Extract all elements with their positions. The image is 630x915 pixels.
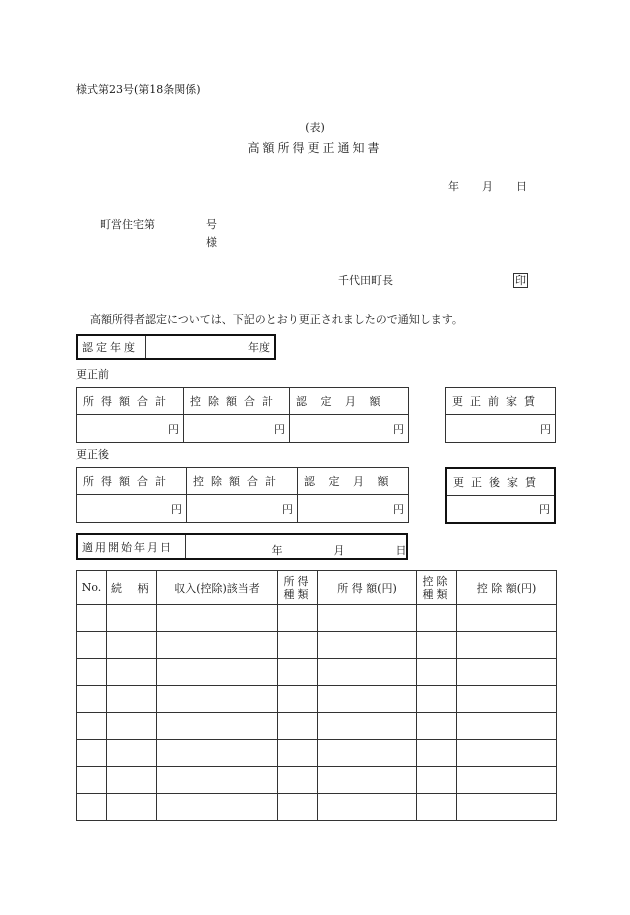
table-cell[interactable] [157, 767, 278, 794]
before-monthly-amount-yen: 円 [290, 415, 409, 443]
col-income-type-header [278, 571, 318, 605]
start-date-label: 適用開始年月日 [77, 534, 185, 559]
col-person-header: 収入(控除)該当者 [157, 571, 278, 605]
table-cell[interactable] [318, 632, 417, 659]
table-cell[interactable] [417, 740, 457, 767]
table-cell[interactable] [77, 767, 107, 794]
notice-text: 高額所得者認定については、下記のとおり更正されましたので通知します。 [90, 313, 463, 326]
table-row [77, 686, 557, 713]
after-section-label: 更正後 [76, 448, 109, 461]
deduction-type-line-1: 控除 [422, 574, 451, 588]
before-rent-header: 更正前家賃 [446, 388, 556, 415]
table-cell[interactable] [318, 659, 417, 686]
table-cell[interactable] [318, 686, 417, 713]
table-cell[interactable] [417, 767, 457, 794]
before-monthly-amount-header: 認 定 月 額 [290, 388, 409, 415]
table-cell[interactable] [107, 767, 157, 794]
table-cell[interactable] [157, 686, 278, 713]
table-cell[interactable] [77, 659, 107, 686]
start-date-year: 年 [271, 544, 283, 557]
table-cell[interactable] [107, 605, 157, 632]
col-income-amount-header: 所 得 額(円) [318, 571, 417, 605]
after-rent-table [445, 467, 556, 524]
honorific: 様 [206, 236, 217, 249]
table-cell[interactable] [278, 686, 318, 713]
after-monthly-amount-header: 認 定 月 額 [298, 468, 409, 495]
table-row [77, 659, 557, 686]
before-deduction-total-header: 控除額合計 [184, 388, 290, 415]
date-month: 月 [482, 180, 493, 193]
after-rent-header: 更正後家賃 [446, 468, 555, 495]
table-cell[interactable] [457, 686, 557, 713]
table-cell[interactable] [157, 605, 278, 632]
col-no-header: No. [77, 571, 107, 605]
fiscal-year-label: 認定年度 [77, 335, 145, 359]
col-relation-header: 続 柄 [107, 571, 157, 605]
table-cell[interactable] [417, 605, 457, 632]
after-amount-table [76, 467, 409, 523]
table-cell[interactable] [77, 632, 107, 659]
table-cell[interactable] [77, 794, 107, 821]
table-cell[interactable] [77, 605, 107, 632]
page-title: 高額所得更正通知書 [247, 141, 383, 155]
seal-mark: 印 [515, 274, 526, 287]
income-type-line-2: 種類 [283, 587, 312, 601]
table-cell[interactable] [107, 713, 157, 740]
table-cell[interactable] [77, 686, 107, 713]
table-cell[interactable] [417, 686, 457, 713]
table-cell[interactable] [278, 794, 318, 821]
table-row [77, 740, 557, 767]
side-label: (表) [305, 121, 325, 134]
table-cell[interactable] [157, 632, 278, 659]
after-rent-yen: 円 [446, 495, 555, 523]
table-cell[interactable] [278, 740, 318, 767]
table-cell[interactable] [77, 713, 107, 740]
table-cell[interactable] [457, 713, 557, 740]
start-date-box [76, 533, 408, 560]
before-rent-table [445, 387, 556, 443]
table-cell[interactable] [157, 659, 278, 686]
table-cell[interactable] [107, 686, 157, 713]
col-deduction-amount-header: 控 除 額(円) [457, 571, 557, 605]
date-day: 日 [516, 180, 527, 193]
before-deduction-total-yen: 円 [184, 415, 290, 443]
table-cell[interactable] [278, 605, 318, 632]
date-year: 年 [448, 180, 459, 193]
table-cell[interactable] [457, 659, 557, 686]
table-cell[interactable] [157, 794, 278, 821]
table-cell[interactable] [107, 794, 157, 821]
table-cell[interactable] [318, 605, 417, 632]
table-row [77, 605, 557, 632]
table-row [77, 632, 557, 659]
table-row [77, 713, 557, 740]
after-income-total-header: 所得額合計 [77, 468, 187, 495]
table-cell[interactable] [417, 794, 457, 821]
after-deduction-total-yen: 円 [187, 495, 298, 523]
table-row [77, 794, 557, 821]
table-cell[interactable] [278, 659, 318, 686]
start-date-day: 日 [395, 544, 407, 557]
table-cell[interactable] [278, 767, 318, 794]
table-cell[interactable] [457, 632, 557, 659]
number-suffix: 号 [206, 218, 217, 231]
deduction-type-line-2: 種類 [422, 587, 451, 601]
table-cell[interactable] [417, 632, 457, 659]
before-amount-table [76, 387, 409, 443]
table-cell[interactable] [457, 605, 557, 632]
start-date-month: 月 [333, 544, 345, 557]
table-cell[interactable] [107, 659, 157, 686]
table-cell[interactable] [278, 632, 318, 659]
before-income-total-header: 所得額合計 [77, 388, 184, 415]
table-cell[interactable] [318, 740, 417, 767]
detail-table-body [77, 605, 557, 821]
col-deduction-type-header [417, 571, 457, 605]
table-cell[interactable] [417, 659, 457, 686]
housing-label: 町営住宅第 [100, 218, 155, 231]
fiscal-year-unit: 年度 [145, 335, 275, 359]
table-cell[interactable] [318, 713, 417, 740]
issuer-name: 千代田町長 [338, 274, 393, 287]
after-monthly-amount-yen: 円 [298, 495, 409, 523]
before-section-label: 更正前 [76, 368, 109, 381]
table-cell[interactable] [107, 632, 157, 659]
table-cell[interactable] [157, 713, 278, 740]
income-type-line-1: 所得 [283, 574, 312, 588]
detail-table [76, 570, 557, 821]
table-cell[interactable] [417, 713, 457, 740]
table-cell[interactable] [77, 740, 107, 767]
table-cell[interactable] [457, 794, 557, 821]
table-cell[interactable] [157, 740, 278, 767]
fiscal-year-box [76, 334, 276, 360]
table-row [77, 767, 557, 794]
after-deduction-total-header: 控除額合計 [187, 468, 298, 495]
before-rent-yen: 円 [446, 415, 556, 443]
table-cell[interactable] [457, 767, 557, 794]
table-cell[interactable] [318, 794, 417, 821]
table-cell[interactable] [318, 767, 417, 794]
table-cell[interactable] [278, 713, 318, 740]
form-number: 様式第23号(第18条関係) [76, 83, 201, 96]
table-cell[interactable] [107, 740, 157, 767]
after-income-total-yen: 円 [77, 495, 187, 523]
table-cell[interactable] [457, 740, 557, 767]
before-income-total-yen: 円 [77, 415, 184, 443]
